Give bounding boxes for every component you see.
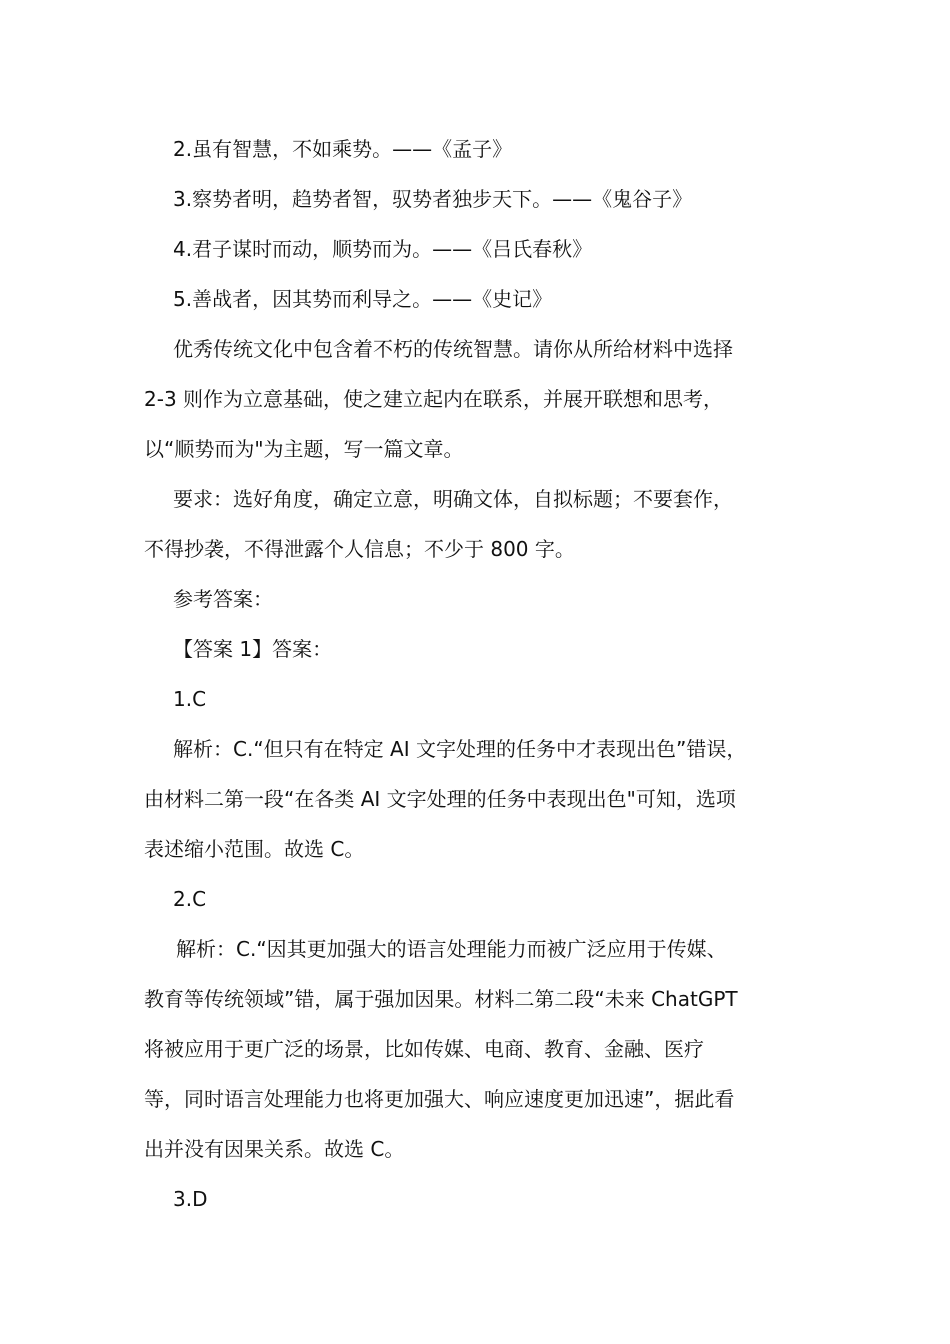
question-2-analysis-line: 将被应用于更广泛的场景，比如传媒、电商、教育、金融、医疗	[144, 1037, 704, 1061]
question-2-answer: 2.C	[173, 887, 207, 911]
prompt-line: 2-3 则作为立意基础，使之建立起内在联系，并展开联想和思考，	[144, 387, 724, 411]
question-2-analysis-line: 教育等传统领域”错，属于强加因果。材料二第二段“未来 ChatGPT	[144, 987, 738, 1011]
quote-lushi-chunqiu: 4.君子谋时而动，顺势而为。——《吕氏春秋》	[173, 237, 593, 261]
reference-answer-heading: 参考答案：	[173, 587, 273, 611]
quote-shiji: 5.善战者，因其势而利导之。——《史记》	[173, 287, 553, 311]
document-body	[144, 124, 808, 1224]
question-2-analysis-line: 解析：C.“因其更加强大的语言处理能力而被广泛应用于传媒、	[176, 937, 727, 961]
question-2-analysis-line: 等，同时语言处理能力也将更加强大、响应速度更加迅速”，据此看	[144, 1087, 735, 1111]
quote-mencius: 2.虽有智慧，不如乘势。——《孟子》	[173, 137, 513, 161]
requirement-line: 不得抄袭，不得泄露个人信息；不少于 800 字。	[144, 537, 575, 561]
prompt-line: 优秀传统文化中包含着不朽的传统智慧。请你从所给材料中选择	[173, 337, 733, 361]
prompt-line: 以“顺势而为"为主题，写一篇文章。	[144, 437, 464, 461]
question-1-analysis-line: 解析：C.“但只有在特定 AI 文字处理的任务中才表现出色”错误，	[173, 737, 747, 761]
question-1-analysis-line: 表述缩小范围。故选 C。	[144, 837, 365, 861]
requirement-line: 要求：选好角度，确定立意，明确文体，自拟标题；不要套作，	[173, 487, 733, 511]
question-1-analysis-line: 由材料二第一段“在各类 AI 文字处理的任务中表现出色"可知，选项	[144, 787, 736, 811]
question-3-answer: 3.D	[173, 1187, 208, 1211]
quote-guiguzi: 3.察势者明，趋势者智，驭势者独步天下。——《鬼谷子》	[173, 187, 693, 211]
question-1-answer: 1.C	[173, 687, 207, 711]
question-2-analysis-line: 出并没有因果关系。故选 C。	[144, 1137, 405, 1161]
answer-1-heading: 【答案 1】答案：	[173, 637, 333, 661]
